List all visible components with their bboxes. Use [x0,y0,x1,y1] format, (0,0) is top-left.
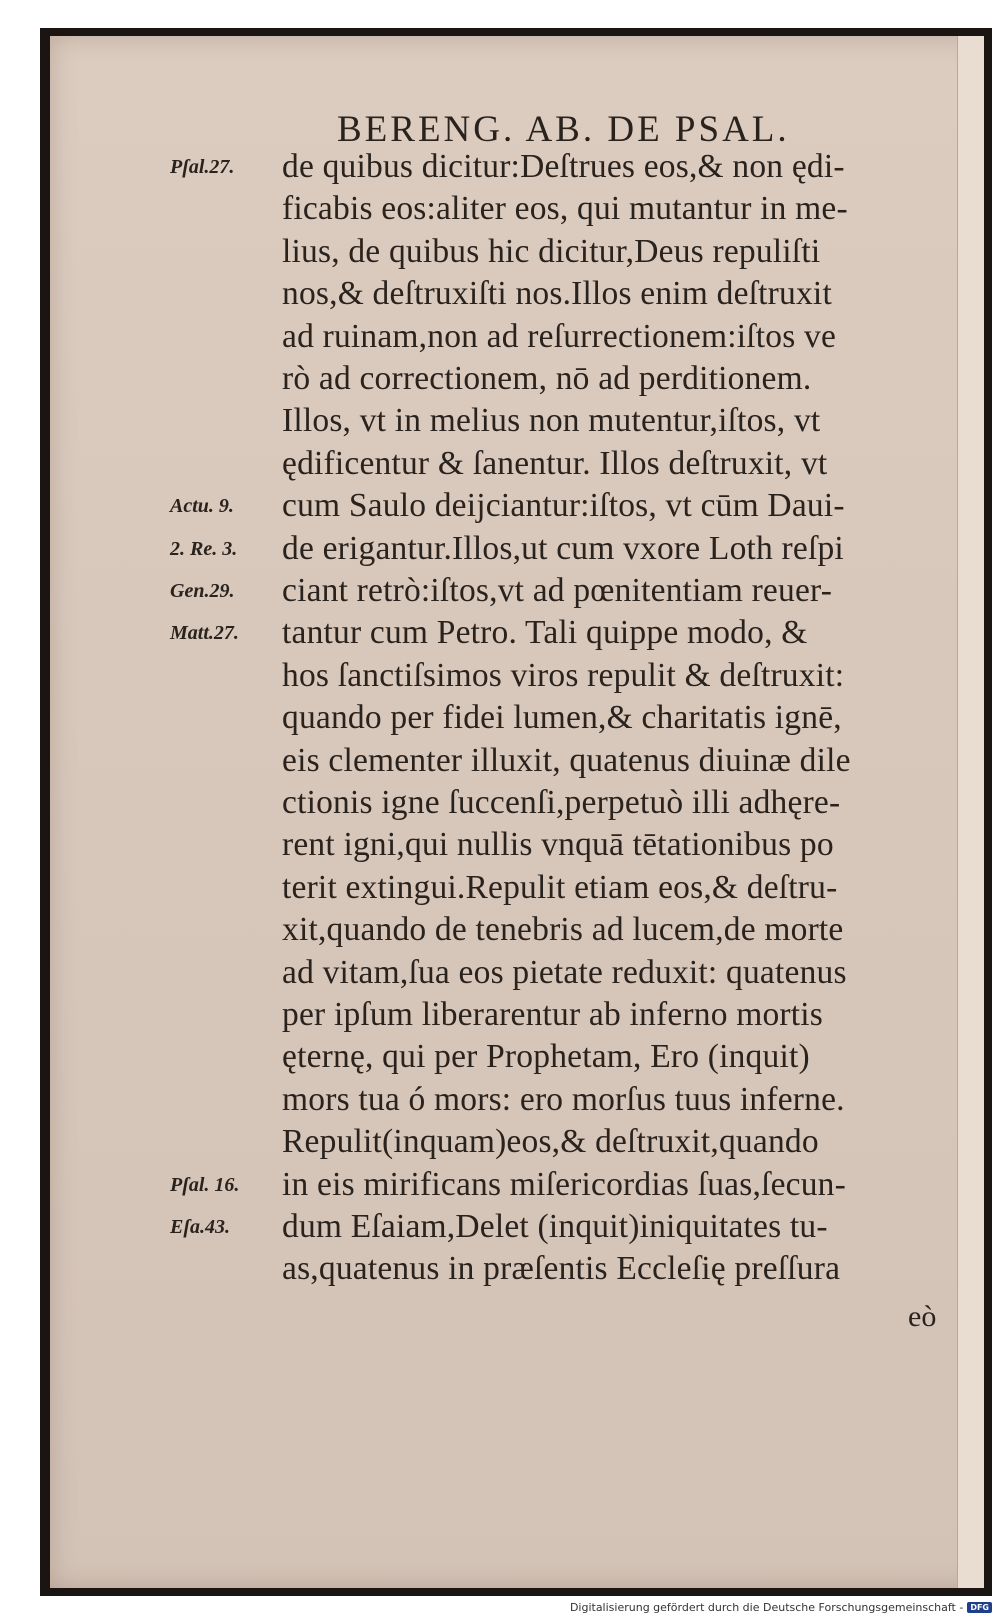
text-line: cum Saulo deijciantur:iſtos, vt cūm Daui- [282,487,845,525]
text-line: ciant retrò:iſtos,vt ad pœnitentiam reuer- [282,572,833,609]
text-line: de erigantur.Illos,ut cum vxore Loth reſpi [282,529,844,567]
text-line: Illos, vt in melius non mutentur,iſtos, vt [282,402,821,440]
catchword: eò [908,1300,937,1333]
text-line: in eis mirificans miſericordias ſuas,ſecun- [282,1165,846,1203]
text-line: ad ruinam,non ad reſurrectionem:iſtos ve [282,317,837,355]
margin-note: Pſal. 16. [170,1173,240,1196]
dfg-logo: DFG [967,1602,992,1613]
text-line: dum Eſaiam,Delet (inquit)iniquitates tu- [282,1208,828,1245]
text-line: Repulit(inquam)eos,& deſtruxit,quando [282,1123,819,1161]
text-line: ctionis igne ſuccenſi,perpetuò illi adhęre- [282,784,841,821]
text-line: lius, de quibus hic dicitur,Deus repuliſti [282,232,821,270]
text-line: ęternę, qui per Prophetam, Ero (inquit) [282,1038,810,1076]
text-line: de quibus dicitur:Deſtrues eos,& non ędi- [282,148,845,185]
margin-note: 2. Re. 3. [170,537,238,560]
running-header: BERENG. AB. DE PSAL. [337,109,790,150]
text-line: mors tua ó mors: ero morſus tuus inferne. [282,1080,845,1118]
margin-note: Matt.27. [170,622,239,645]
footer-text: Digitalisierung gefördert durch die Deutsche Forschungsgemeinschaft - [569,1601,964,1614]
text-line: quando per fidei lumen,& charitatis ignē, [282,699,842,737]
text-line: hos ſanctiſsimos viros repulit & deſtruxit: [282,656,845,694]
text-line: ędificentur & ſanentur. Illos deſtruxit, vt [282,444,828,482]
margin-note: Pſal.27. [170,156,235,178]
margin-note: Gen.29. [170,580,235,602]
margin-note: Actu. 9. [170,495,234,518]
text-line: xit,quando de tenebris ad lucem,de morte [282,911,844,949]
text-line: ficabis eos:aliter eos, qui mutantur in me- [282,190,848,228]
digitization-footer [570,1601,992,1614]
text-line: per ipſum liberarentur ab inferno mortis [282,996,824,1033]
text-line: nos,& deſtruxiſti nos.Illos enim deſtruxit [282,275,832,313]
text-line: terit extingui.Repulit etiam eos,& deſtru- [282,868,838,906]
text-line: rent igni,qui nullis vnquā tētationibus po [282,826,834,864]
text-line: rò ad correctionem, nō ad perditionem. [282,360,812,397]
book-page [50,36,984,1588]
margin-note: Eſa.43. [170,1216,230,1238]
page-edge [957,36,984,1588]
text-line: ad vitam,ſua eos pietate reduxit: quatenus [282,953,847,991]
text-line: eis clementer illuxit, quatenus diuinæ dile [282,741,851,779]
text-line: as,quatenus in præſentis Eccleſię preſſura [282,1250,841,1288]
text-line: tantur cum Petro. Tali quippe modo, & [282,614,808,652]
